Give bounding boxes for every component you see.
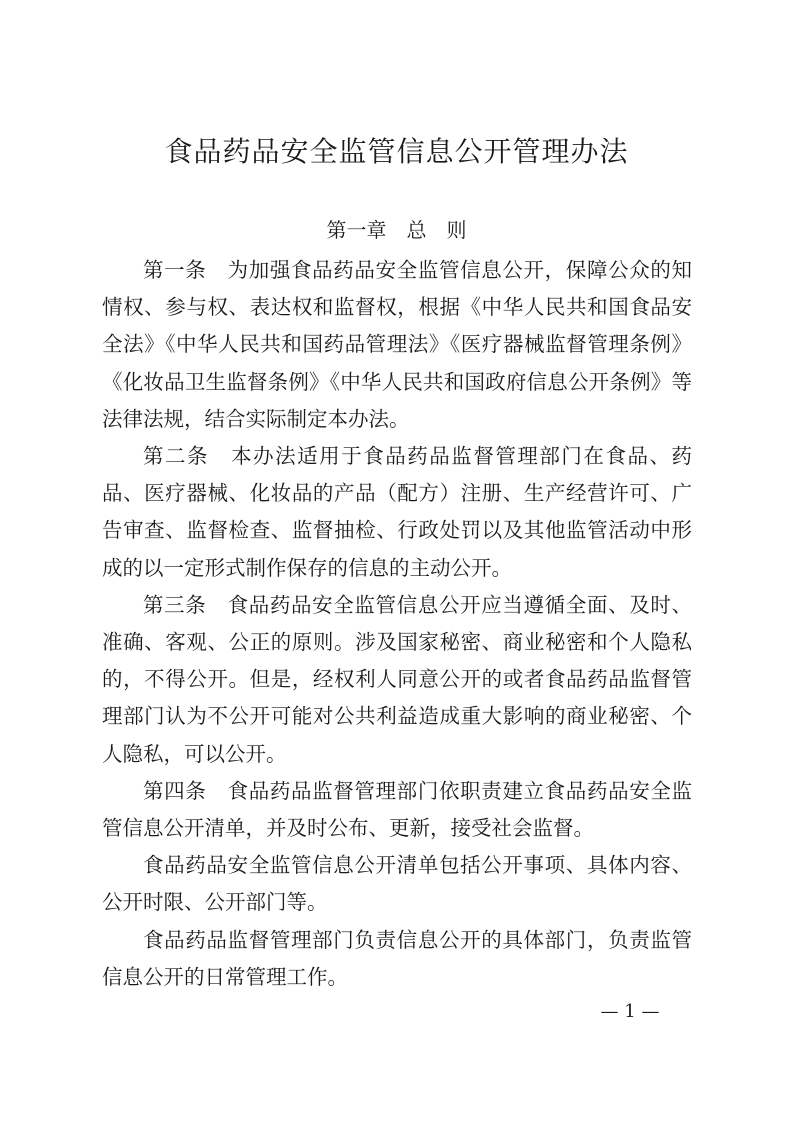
article-label: 第三条 — [143, 592, 228, 617]
article-label: 第二条 — [143, 444, 232, 469]
article-label: 第四条 — [143, 778, 228, 803]
article-text: 食品药品安全监管信息公开清单包括公开事项、具体内容、公开时限、公开部门等。 — [102, 853, 692, 915]
document-body — [102, 252, 692, 996]
paragraph-article-1 — [102, 252, 692, 438]
article-text: 食品药品安全监管信息公开应当遵循全面、及时、准确、客观、公正的原则。涉及国家秘密、商业秘密和个人隐私的，不得公开。但是，经权利人同意公开的或者食品药品监督管理部门认为不公开可能对公共利益造成重大影响的商业秘密、个人隐私，可以公开。 — [102, 592, 693, 766]
page-number: — 1 — — [600, 1001, 660, 1022]
article-text: 食品药品监督管理部门依职责建立食品药品安全监管信息公开清单，并及时公布、更新，接受社会监督。 — [102, 778, 693, 841]
document-title: 食品药品安全监管信息公开管理办法 — [164, 135, 629, 168]
paragraph-article-3 — [102, 587, 692, 773]
article-text: 为加强食品药品安全监管信息公开，保障公众的知情权、参与权、表达权和监督权，根据《中华人民共和国食品安全法》《中华人民共和国药品管理法》《医疗器械监督管理条例》《化妆品卫生监督条例》《中华人民共和国政府信息公开条例》等法律法规，结合实际制定本办法。 — [102, 258, 693, 431]
article-text: 食品药品监督管理部门负责信息公开的具体部门，负责监管信息公开的日常管理工作。 — [102, 927, 692, 989]
chapter-heading: 第一章 总 则 — [326, 218, 467, 242]
paragraph-article-2 — [102, 438, 692, 587]
article-label: 第一条 — [143, 258, 228, 282]
paragraph-article-4-clause-2 — [102, 847, 692, 921]
paragraph-article-4-clause-3 — [102, 922, 692, 996]
paragraph-article-4 — [102, 773, 692, 847]
article-text: 本办法适用于食品药品监督管理部门在食品、药品、医疗器械、化妆品的产品（配方）注册、生产经营许可、广告审查、监督检查、监督抽检、行政处罚以及其他监管活动中形成的以一定形式制作保存的信息的主动公开。 — [102, 444, 693, 580]
